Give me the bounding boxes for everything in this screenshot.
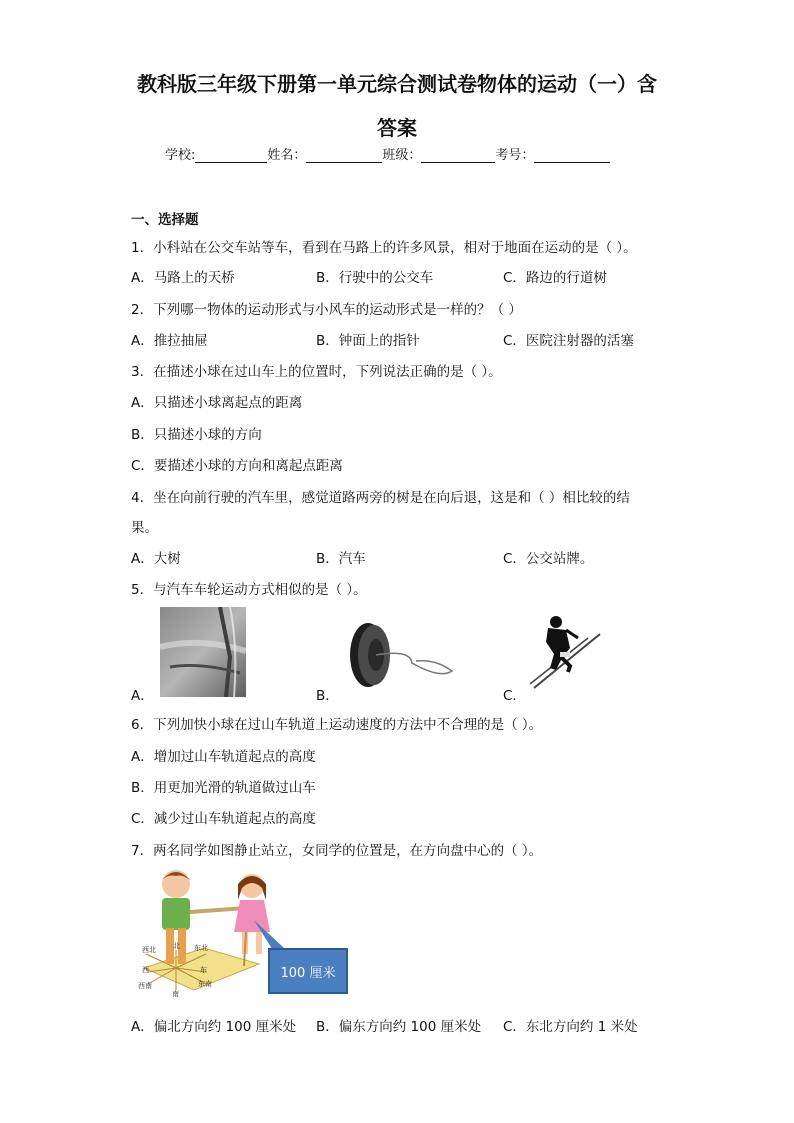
- question-1-stem: 1．小科站在公交车站等车，看到在马路上的许多风景，相对于地面在运动的是（ ）。: [131, 240, 637, 256]
- question-4-stem: 4．坐在向前行驶的汽车里，感觉道路两旁的树是在向后退，这是和（ ）相比较的结: [131, 490, 630, 506]
- q7-option-b: B．偏东方向约 100 厘米处: [316, 1019, 482, 1035]
- dir-label-nw: 西北: [142, 946, 156, 954]
- dir-label-n: 北: [173, 942, 180, 950]
- student-info-line: [165, 144, 610, 163]
- dir-label-e: 东: [200, 966, 207, 974]
- q2-option-b: B．钟面上的指针: [316, 333, 420, 349]
- q7-option-a: A．偏北方向约 100 厘米处: [131, 1019, 297, 1035]
- question-6-stem: 6．下列加快小球在过山车轨道上运动速度的方法中不合理的是（ ）。: [131, 717, 543, 733]
- dir-label-ne: 东北: [194, 944, 208, 952]
- q7-option-c: C．东北方向约 1 米处: [503, 1019, 638, 1035]
- waterfall-photo: [160, 607, 246, 697]
- yoyo-photo: [340, 619, 460, 691]
- q6-option-a: A．增加过山车轨道起点的高度: [131, 749, 316, 765]
- dir-label-s: 南: [172, 990, 179, 998]
- dir-label-sw: 西南: [138, 982, 152, 990]
- name-label: 姓名：: [267, 148, 307, 163]
- question-3-stem: 3．在描述小球在过山车上的位置时，下列说法正确的是（ ）。: [131, 364, 502, 380]
- dir-label-w: 西: [142, 966, 149, 974]
- section-title: 一、选择题: [131, 212, 199, 228]
- class-blank[interactable]: [421, 148, 495, 163]
- question-2-stem: 2．下列哪一物体的运动形式与小风车的运动形式是一样的？（ ）: [131, 302, 522, 318]
- school-label: 学校:: [165, 148, 196, 163]
- skier-photo: [526, 608, 602, 690]
- q1-option-a: A．马路上的天桥: [131, 270, 235, 286]
- q3-option-a: A．只描述小球离起点的距离: [131, 395, 303, 411]
- question-5-stem: 5．与汽车车轮运动方式相似的是（ ）。: [131, 582, 367, 598]
- q2-option-a: A．推拉抽屉: [131, 333, 208, 349]
- distance-callout: 100 厘米: [268, 948, 348, 994]
- q4-option-c: C．公交站牌。: [503, 551, 594, 567]
- question-4-stem-cont: 果。: [131, 520, 158, 536]
- page-title-cont: 答案: [377, 116, 417, 140]
- q1-option-c: C．路边的行道树: [503, 270, 607, 286]
- q4-option-a: A．大树: [131, 551, 181, 567]
- q4-option-b: B．汽车: [316, 551, 366, 567]
- q5-option-a: A．: [131, 688, 154, 704]
- q1-option-b: B．行驶中的公交车: [316, 270, 434, 286]
- number-blank[interactable]: [534, 148, 610, 163]
- q2-option-c: C．医院注射器的活塞: [503, 333, 634, 349]
- page-title: 教科版三年级下册第一单元综合测试卷物体的运动（一）含: [137, 72, 657, 96]
- school-blank[interactable]: [195, 148, 267, 163]
- q3-option-b: B．只描述小球的方向: [131, 427, 262, 443]
- q5-option-c: C．: [503, 688, 526, 704]
- q5-option-b: B．: [316, 688, 339, 704]
- question-7-stem: 7．两名同学如图静止站立，女同学的位置是，在方向盘中心的（ ）。: [131, 843, 543, 859]
- name-blank[interactable]: [306, 148, 382, 163]
- q3-option-c: C．要描述小球的方向和离起点距离: [131, 458, 343, 474]
- class-label: 班级：: [382, 148, 422, 163]
- dir-label-se: 东南: [198, 980, 212, 988]
- q6-option-b: B．用更加光滑的轨道做过山车: [131, 780, 316, 796]
- q6-option-c: C．减少过山车轨道起点的高度: [131, 811, 316, 827]
- number-label: 考号：: [495, 148, 535, 163]
